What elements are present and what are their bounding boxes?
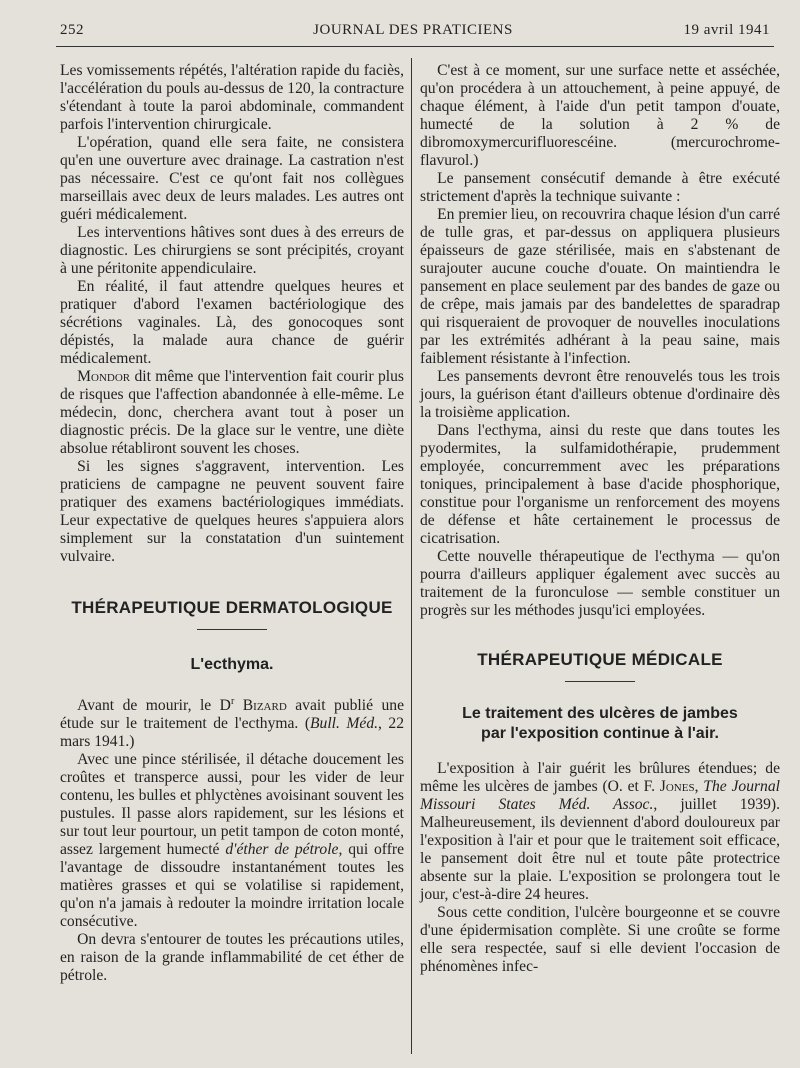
right-column (420, 62, 780, 976)
column-divider (411, 58, 412, 1054)
paragraph: En réalité, il faut attendre quelques heures et pratiquer d'abord l'examen bactériologique des sécrétions vaginales. Là, des gonocoques sont dépistés, la malade aura chance de guérir médicalement. (60, 278, 404, 367)
paragraph: Les interventions hâtives sont dues à des erreurs de diagnostic. Les chirurgiens se sont précipités, croyant à une péritonite appendiculaire. (60, 224, 404, 277)
paragraph-text: dit même que l'intervention fait courir plus de risques que l'affection abandonnée à elle-même. Le médecin, donc, cherchera avant tout à poser un diagnostic précis. De la glace sur le ventre, une diète absolue rétabliront souvent les choses. (60, 368, 404, 457)
author-name: Bizard (234, 697, 287, 715)
journal-title: JOURNAL DES PRATICIENS (313, 22, 513, 38)
paragraph: Avant de mourir, le $D^r$ Bizard avait publié une étude sur le traitement de l'ecthyma. (Bull. Méd., 22 mars 1941.) (60, 696, 404, 751)
left-column (60, 62, 404, 985)
header-rule (56, 46, 774, 47)
paragraph: L'exposition à l'air guérit les brûlures étendues; de même les ulcères de jambes (O. et F. Jones, The Journal Missouri States Méd. Assoc., juillet 1939). Malheureusement, ils deviennent d'abord douloureux par l'exposition à l'air et pour que le traitement soit efficace, le pansement doit être nul et toute pâte protectrice absente sur la plaie. L'exposition se prolongera tout le jour, c'est-à-dire 24 heures. (420, 760, 780, 903)
paragraph: Sous cette condition, l'ulcère bourgeonne et se couvre d'une épidermisation complète. Si une croûte se forme elle sera respectée, sauf si elle devient l'occasion de phénomènes infec- (420, 904, 780, 975)
citation: The Journal Missouri States Méd. Assoc. (420, 778, 780, 813)
paragraph: On devra s'entourer de toutes les précautions utiles, en raison de la grande inflammabilité de cet éther de pétrole. (60, 931, 404, 985)
author-name: Jones (659, 778, 695, 795)
paragraph: Le pansement consécutif demande à être exécuté strictement d'après la technique suivante : (420, 170, 780, 205)
paragraph: C'est à ce moment, sur une surface nette et asséchée, qu'on procédera à un attouchement, à peine appuyé, de chaque élément, à l'aide d'un petit tampon d'ouate, humecté de la solution à 2 % de dibromoxymercurifluorescéine. (mercurochrome-flavurol.) (420, 62, 780, 169)
paragraph: En premier lieu, on recouvrira chaque lésion d'un carré de tulle gras, et par-dessus on appliquera plusieurs épaisseurs de gaze stérilisée, mais en s'abstenant de surajouter aucune couche d'ouate. On maintiendra le pansement en place seulement par des bandes de gaze ou de crêpe, mais jamais par des bandelettes de sparadrap qui risqueraient de provoquer de nouvelles inoculations par les extrémités adhérant à la peau saine, mais faiblement résistante à l'infection. (420, 206, 780, 367)
section-title: THÉRAPEUTIQUE MÉDICALE (477, 650, 723, 669)
issue-date: 19 avril 1941 (683, 22, 770, 38)
author-name: Mondor (77, 368, 131, 385)
paragraph: Les pansements devront être renouvelés tous les trois jours, la guérison étant d'ailleurs obtenue d'ordinaire dès la troisième application. (420, 368, 780, 421)
section-title: THÉRAPEUTIQUE DERMATOLOGIQUE (71, 598, 393, 617)
emphasis: d'éther de pétrole (225, 841, 339, 859)
citation: Bull. Méd. (310, 715, 379, 733)
paragraph: Si les signes s'aggravent, intervention. Les praticiens de campagne ne peuvent souvent faire pratiquer des examens bactériologiques immédiats. Leur expectative de quelques heures s'appuiera alors simplement sur la constatation d'un suintement vulvaire. (60, 458, 404, 565)
paragraph (60, 368, 404, 458)
paragraph: Cette nouvelle thérapeutique de l'ecthyma — qu'on pourra d'ailleurs appliquer également avec succès au traitement de la furonculose — semble constituer un progrès sur les méthodes jusqu'ici employées. (420, 548, 780, 619)
article-title: L'ecthyma. (190, 656, 274, 673)
page-number: 252 (60, 22, 84, 38)
paragraph: L'opération, quand elle sera faite, ne consistera qu'en une ouverture avec drainage. La castration n'est pas nécessaire. C'est ce qu'ont fait nos collègues marseillais avec deux de leurs malades. Les autres ont guéri médicalement. (60, 134, 404, 223)
paragraph: Dans l'ecthyma, ainsi du reste que dans toutes les pyodermites, la sulfamidothérapie, prudemment employée, concurremment avec les préparations toniques, principalement à base d'acide phosphorique, constitue pour l'organisme un renforcement des moyens de défense et hâte certainement le processus de cicatrisation. (420, 422, 780, 547)
paragraph: Les vomissements répétés, l'altération rapide du faciès, l'accélération du pouls au-dessus de 120, la contracture s'étendant à toute la paroi abdominale, commandent parfois l'intervention chirurgicale. (60, 62, 404, 133)
page-header (56, 18, 770, 44)
article-title-line-1: Le traitement des ulcères de jambes (462, 705, 738, 722)
article-title-line-2: par l'exposition continue à l'air. (481, 725, 719, 742)
paragraph: Avec une pince stérilisée, il détache doucement les croûtes et transperce aussi, pour les vider de leur contenu, les bulles et phlyctènes avoisinant souvent les pustules. Il passe alors rapidement, sur les lésions et sur tout leur pourtour, un petit tampon de coton monté, assez largement humecté d'éther de pétrole, qui offre l'avantage de dissoudre instantanément toutes les matières grasses et qui se volatilise si rapidement, qu'on n'a jamais à redouter la moindre irritation locale consécutive. (60, 751, 405, 931)
